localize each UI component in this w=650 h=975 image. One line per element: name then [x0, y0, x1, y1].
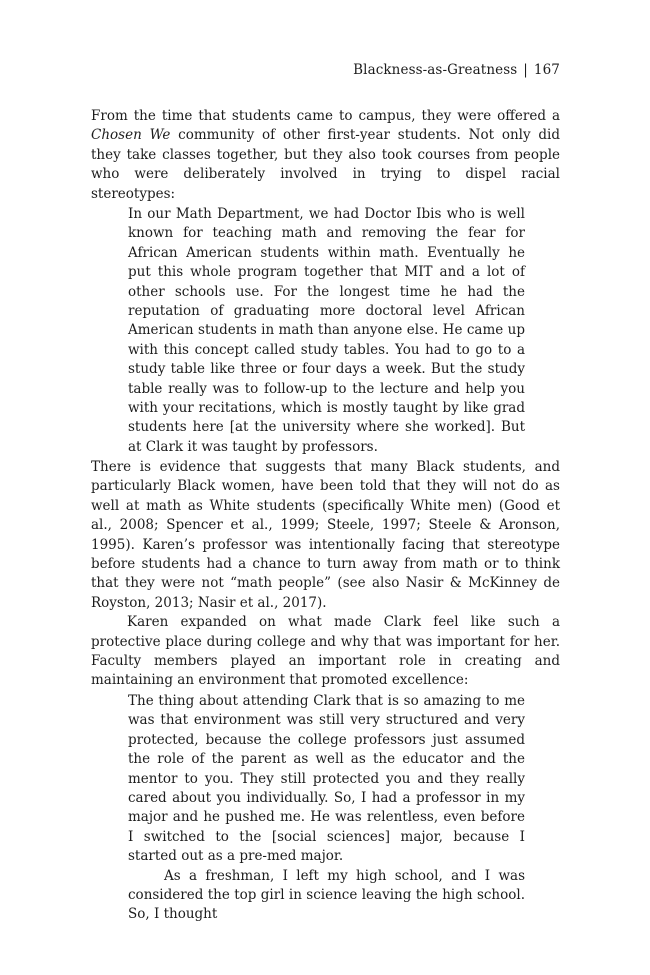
paragraph-1-text-b: community of other first-year students. Not only did they take classes together, but they also took courses from people who were deliberately involved in trying to dispel racial stereotypes: [91, 127, 561, 202]
block-quote-2-paragraph-2: As a freshman, I left my high school, and I was considered the top girl in science leaving the high school. So, I thought [128, 867, 525, 923]
paragraph-1-text-a: From the time that students came to campus, they were offered a [91, 108, 560, 124]
paragraph-1 [91, 107, 560, 204]
running-head [353, 62, 560, 78]
paragraph-2 [91, 458, 560, 691]
block-quote-1-text: In our Math Department, we had Doctor Ibis who is well known for teaching math and removing the fear for African American students within math. Eventually he put this whole program together that MIT and a lot of other schools use. For the longest time he had the reputation of graduating more doctoral level African American students in math than anyone else. He came up with this concept called study tables. You had to go to a study table like three or four days a week. But the study table really was to follow-up to the lecture and help you with your recitations, which is mostly taught by like grad students here [at the university where she worked]. But at Clark it was taught by professors. [128, 206, 525, 455]
block-quote-1 [128, 205, 525, 457]
running-head-title: Blackness-as-Greatness [353, 62, 518, 78]
running-head-separator: | [523, 62, 528, 78]
page-number: 167 [533, 62, 560, 78]
paragraph-1-emphasis: Chosen We [91, 127, 171, 144]
block-quote-2-paragraph-1: The thing about attending Clark that is so amazing to me was that environment was still very structured and very protected, because the college professors just assumed the role of the parent as well as the educator and the mentor to you. They still protected you and they really cared about you individually. So, I had a professor in my major and he pushed me. He was relentless, even before I switched to the [social sciences] major, because I started out as a pre-med major. [128, 693, 525, 865]
paragraph-3-text: Karen expanded on what made Clark feel like such a protective place during college and why that was important for her. Faculty members played an important role in creating and maintaining an environment that promoted excellence: [91, 614, 560, 689]
paragraph-2-text: There is evidence that suggests that many Black students, and particularly Black women, have been told that they will not do as well at math as White students (specifically White men) (Good et al., 2008; Spencer et al., 1999; Steele, 1997; Steele & Aronson, 1995). Karen’s professor was intentionally facing that stereotype before students had a chance to turn away from math or to think that they were not “math people” (see also Nasir & McKinney de Royston, 2013; Nasir et al., 2017). [91, 459, 560, 611]
block-quote-2 [128, 692, 525, 925]
